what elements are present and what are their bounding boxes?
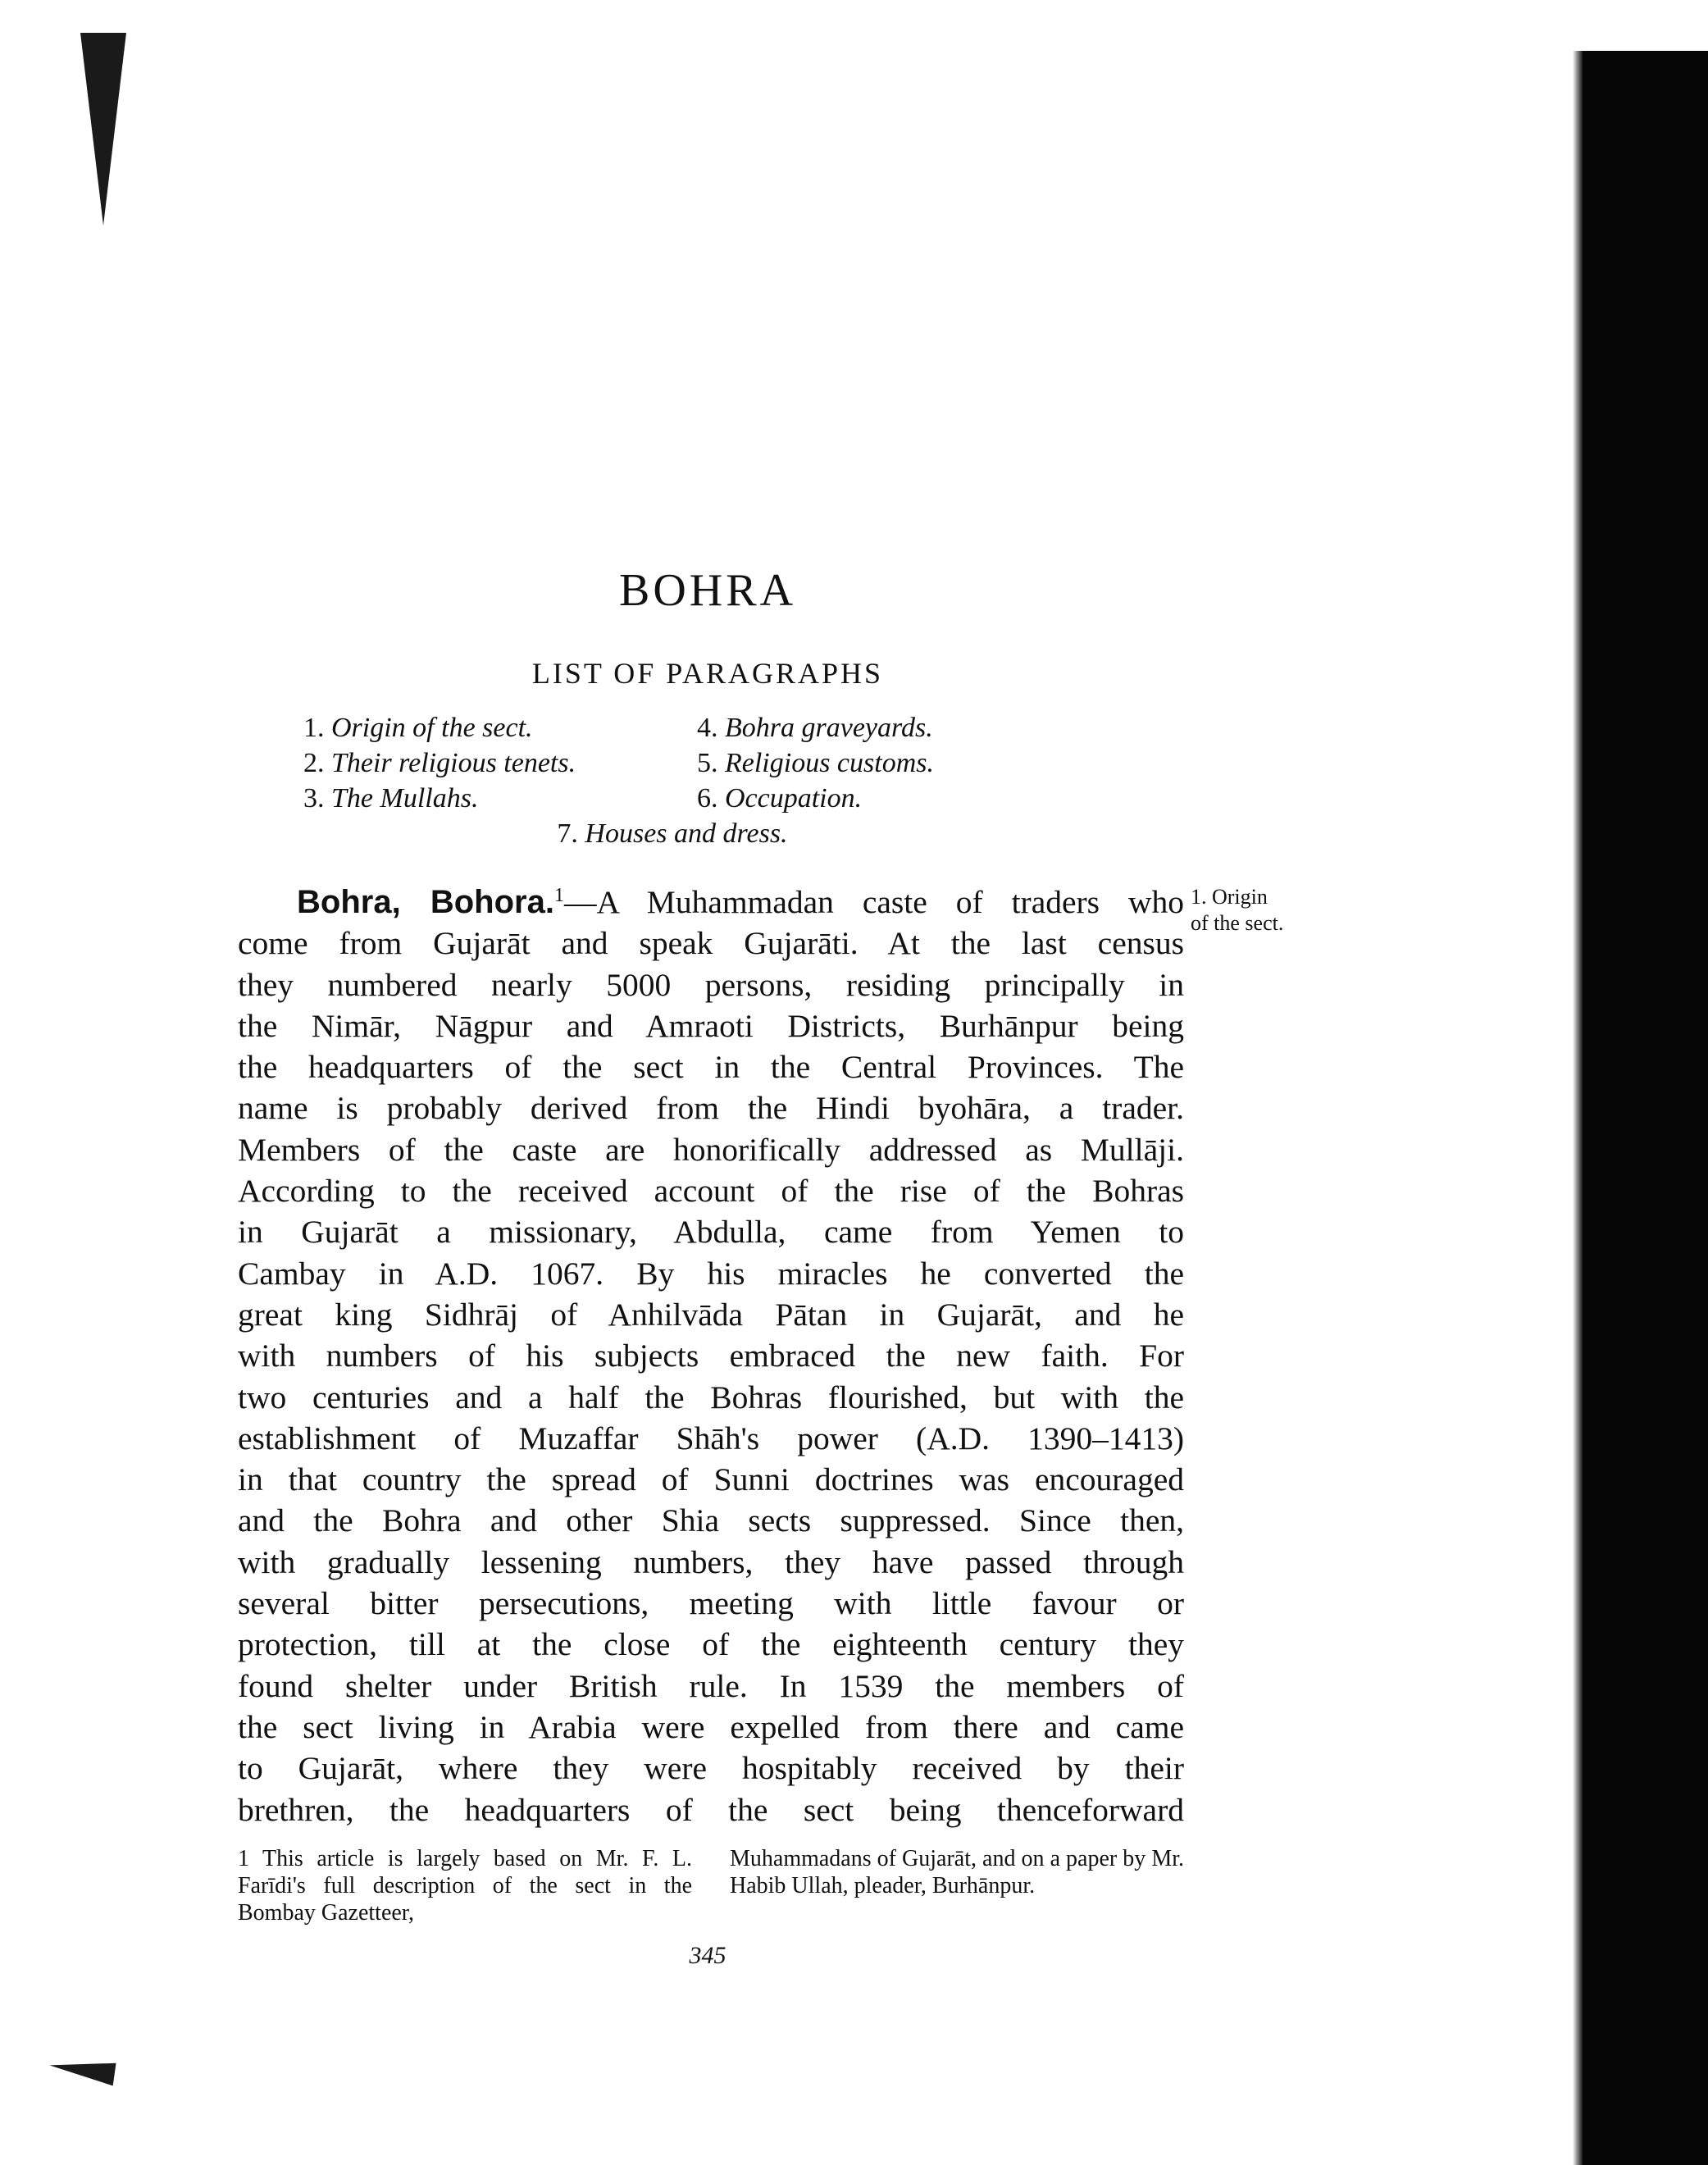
body-line: found shelter under British rule. In 1539 the members of (238, 1667, 1184, 1704)
body-line: protection, till at the close of the eighteenth century they (238, 1626, 1184, 1663)
toc-item (303, 710, 697, 745)
margin-note (1191, 884, 1322, 937)
scan-edge-shadow (1583, 51, 1708, 2165)
margin-note-line: 1. Origin (1191, 885, 1268, 909)
article-body (238, 882, 1184, 1830)
paragraph-list (303, 710, 1091, 851)
toc-item (697, 710, 1091, 745)
footnote-right: Muhammadans of Gujarāt, and on a paper by Mr. Habib Ullah, pleader, Burhānpur. (730, 1846, 1184, 1898)
toc-item-number: 5. (697, 748, 718, 778)
body-line: two centuries and a half the Bohras flourished, but with the (238, 1379, 1184, 1415)
page-number: 345 (689, 1942, 726, 1969)
footnote (238, 1845, 1184, 1926)
toc-item (303, 745, 697, 781)
toc-item-title: Bohra graveyards. (725, 713, 933, 743)
toc-item-title: The Mullahs. (331, 783, 479, 814)
toc-item (254, 816, 1091, 851)
body-line: come from Gujarāt and speak Gujarāti. At the last census (238, 925, 1184, 962)
toc-item-number: 6. (697, 783, 718, 814)
entry-heading: Bohra, Bohora. (297, 884, 554, 920)
toc-item (303, 781, 697, 816)
body-line: they numbered nearly 5000 persons, residing principally in (238, 966, 1184, 1003)
body-line: the headquarters of the sect in the Central Provinces. The (238, 1049, 1184, 1086)
body-line (238, 882, 1184, 923)
toc-item-title: Origin of the sect. (331, 713, 533, 743)
footnote-marker: 1 (553, 884, 564, 906)
body-lines (238, 923, 1184, 1830)
body-line: in that country the spread of Sunni doctrines was encouraged (238, 1461, 1184, 1498)
toc-row (303, 745, 1091, 781)
toc-row (303, 710, 1091, 745)
toc-item (697, 781, 1091, 816)
body-line: Members of the caste are honorifically addressed as Mullāji. (238, 1131, 1184, 1168)
toc-item-number: 3. (303, 783, 325, 814)
toc-row (303, 816, 1091, 851)
body-line-text: —A Muhammadan caste of traders who (563, 884, 1184, 920)
body-line: establishment of Muzaffar Shāh's power (A.D. 1390–1413) (238, 1420, 1184, 1456)
margin-note-line: of the sect. (1191, 911, 1284, 935)
toc-row (303, 781, 1091, 816)
toc-item (697, 745, 1091, 781)
footnote-left: 1 This article is largely based on Mr. F. L. Farīdi's full description of the sect in the Bombay Gazetteer, (238, 1846, 692, 1926)
scan-artifact-top (80, 33, 126, 226)
body-line: name is probably derived from the Hindi byohāra, a trader. (238, 1090, 1184, 1127)
body-line: great king Sidhrāj of Anhilvāda Pātan in Gujarāt, and he (238, 1296, 1184, 1333)
body-line: several bitter persecutions, meeting with little favour or (238, 1585, 1184, 1622)
body-line: with gradually lessening numbers, they have passed through (238, 1543, 1184, 1580)
scan-artifact-bottom (48, 2054, 116, 2086)
toc-item-title: Occupation. (725, 783, 863, 814)
body-line: with numbers of his subjects embraced the new faith. For (238, 1338, 1184, 1374)
toc-item-number: 2. (303, 748, 325, 778)
body-line: Cambay in A.D. 1067. By his miracles he converted the (238, 1255, 1184, 1292)
body-line: According to the received account of the rise of the Bohras (238, 1173, 1184, 1210)
body-line: and the Bohra and other Shia sects suppressed. Since then, (238, 1502, 1184, 1539)
toc-item-title: Houses and dress. (585, 818, 788, 849)
toc-item-title: Their religious tenets. (331, 748, 576, 778)
body-line: to Gujarāt, where they were hospitably received by their (238, 1750, 1184, 1787)
toc-item-number: 1. (303, 713, 325, 743)
body-line: brethren, the headquarters of the sect being thenceforward (238, 1791, 1184, 1828)
toc-item-title: Religious customs. (725, 748, 934, 778)
body-line: the Nimār, Nāgpur and Amraoti Districts, Burhānpur being (238, 1007, 1184, 1044)
body-line: the sect living in Arabia were expelled from there and came (238, 1708, 1184, 1745)
body-line: in Gujarāt a missionary, Abdulla, came from Yemen to (238, 1214, 1184, 1251)
list-heading: LIST OF PARAGRAPHS (531, 657, 884, 690)
toc-item-number: 7. (557, 818, 578, 849)
toc-item-number: 4. (697, 713, 718, 743)
page-title: BOHRA (618, 565, 797, 616)
